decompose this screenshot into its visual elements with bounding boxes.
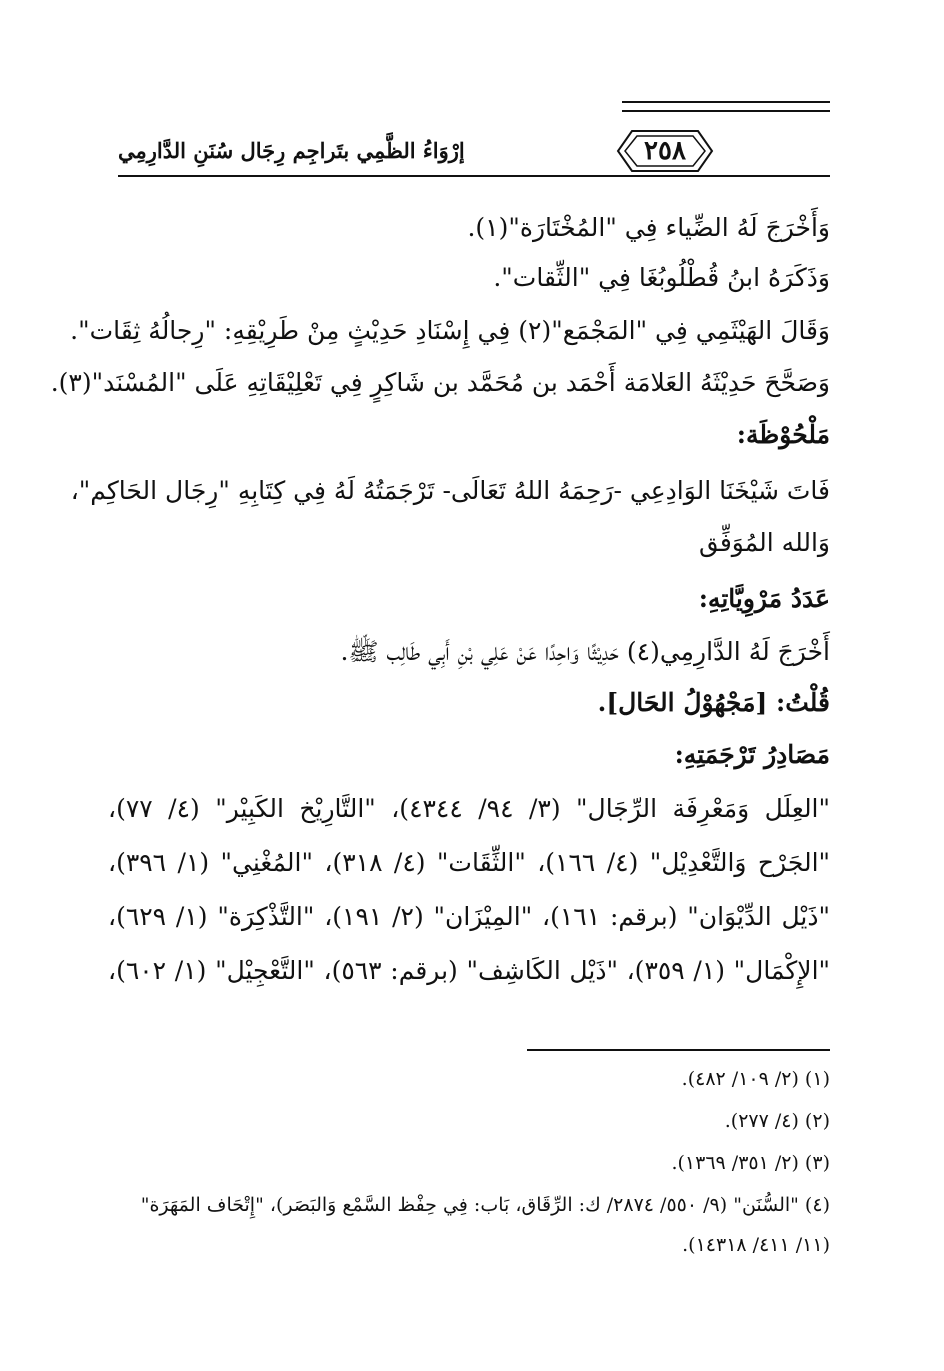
running-title: إرْوَاءُ الظَّمِي بتَراجِم رِجَال سُنَنِ الدَّارِمِي	[118, 138, 465, 163]
body-line-6: وَالله المُوَفِّق	[699, 528, 830, 557]
footnote-2: (٢) (٤/ ٢٧٧).	[724, 1110, 830, 1132]
sources-line-1: "العِلَل وَمَعْرِفَة الرِّجَال" (٣/ ٩٤/ ٤٣٤٤)، "التَّارِيْخ الكَبِيْر" (٤/ ٧٧)،	[108, 794, 831, 823]
footnote-separator	[527, 1049, 830, 1051]
body-line-8: قُلْتُ: [مَجْهُوْلُ الحَال].	[597, 688, 830, 717]
body-line-3: وَقَالَ الهَيْثَمِي فِي "المَجْمَع"(٢) فِي إِسْنَادِ حَدِيْثٍ مِنْ طَرِيْقِهِ: "رِجالُهُ ثِقَات".	[70, 316, 830, 345]
body-line-7: أَخْرَجَ لَهُ الدَّارِمِي(٤) حَدِيْثًا وَاحِدًا عَنْ عَلِي بْنِ أَبِي طَالِب ﷺ.	[340, 637, 830, 666]
footnote-4-line-2: (١١/ ٤١١/ ١٤٣١٨).	[682, 1234, 830, 1256]
body-line-1: وَأَخْرَجَ لَهُ الضِّياء فِي "المُخْتَارَة"(١).	[467, 213, 830, 242]
page-number-badge	[612, 125, 718, 177]
header-rule-top	[622, 101, 830, 103]
heading-sources: مَصَادِرُ تَرْجَمَتِهِ:	[674, 740, 830, 769]
page-number: ٢٥٨	[644, 136, 686, 166]
body-line-4: وَصَحَّحَ حَدِيْثَهُ العَلامَة أَحْمَد بن مُحَمَّد بن شَاكِرٍ فِي تَعْلِيْقَاتِهِ عَلَى "المُسْنَد"(٣).	[50, 368, 830, 397]
footnote-1: (١) (٢/ ١٠٩/ ٤٨٢).	[681, 1068, 830, 1090]
sources-line-2: "الجَرْح وَالتَّعْدِيْل" (٤/ ١٦٦)، "الثِّقَات" (٤/ ٣١٨)، "المُغْنِي" (١/ ٣٩٦)،	[108, 848, 831, 877]
header-underline	[118, 175, 830, 177]
header-rule-bottom	[622, 110, 830, 112]
sources-line-4: "الإِكْمَال" (١/ ٣٥٩)، "ذَيْل الكَاشِف" (برقم: ٥٦٣)، "التَّعْجِيْل" (١/ ٦٠٢)،	[108, 956, 831, 985]
footnote-3: (٣) (٢/ ٣٥١/ ١٣٦٩).	[671, 1152, 830, 1174]
heading-narrations-count: عَدَدُ مَرْوِيَّاتِهِ:	[698, 584, 830, 613]
heading-note: مَلْحُوْظَة:	[736, 420, 830, 449]
footnote-4-line-1: (٤) "السُّنَن" (٩/ ٥٥٠/ ٢٨٧٤/ ك: الرِّقَاق، بَاب: فِي حِفْظ السَّمْع وَالبَصَر)، "إِتْحَاف المَهَرَة"	[140, 1194, 830, 1216]
body-line-2: وَذَكَرَهُ ابنُ قُطْلُوبُغَا فِي "الثِّقات".	[493, 263, 830, 292]
body-line-5: فَاتَ شَيْخَنَا الوَادِعِي -رَحِمَهُ اللهُ تَعَالَى- تَرْجَمَتُهُ لَهُ فِي كِتَابِهِ "رِجَال الحَاكِم"،	[70, 476, 830, 505]
sources-line-3: "ذَيْل الدِّيْوَان" (برقم: ١٦١)، "المِيْزَان" (٢/ ١٩١)، "التَّذْكِرَة" (١/ ٦٢٩)،	[108, 902, 830, 931]
